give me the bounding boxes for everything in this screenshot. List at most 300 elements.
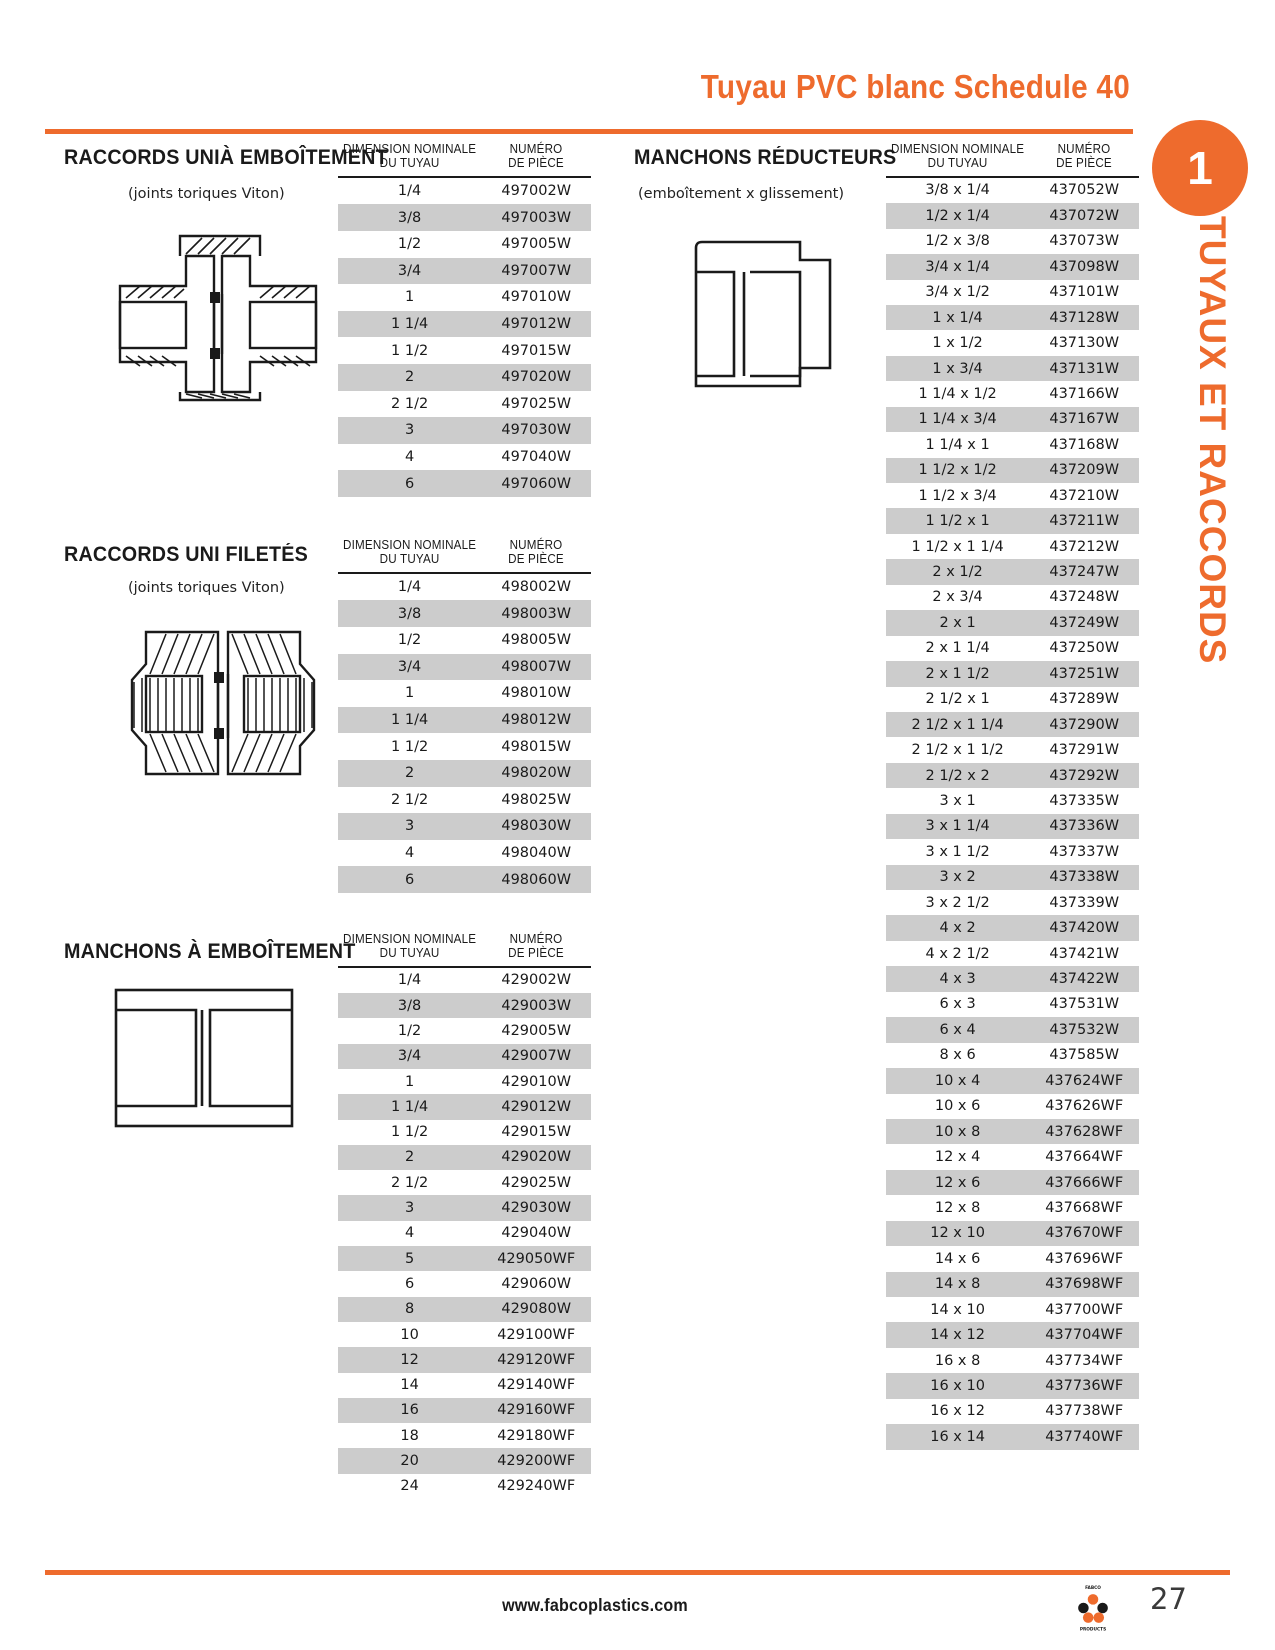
cell-nominal-size: 24 <box>400 1478 419 1495</box>
cell-nominal-size: 10 <box>400 1326 419 1343</box>
cell-nominal-size: 1/2 <box>397 1022 422 1039</box>
cell-part-number: 497003W <box>481 204 591 231</box>
table-row <box>338 1145 591 1170</box>
cell-nominal-size: 3/8 <box>338 600 481 627</box>
cell-part-number: 437740WF <box>1029 1424 1139 1449</box>
cell-nominal-size: 4 <box>404 844 415 861</box>
cell-nominal-size: 1/4 <box>397 579 422 596</box>
cell-part-number: 437168W <box>1049 436 1120 453</box>
cell-nominal-size: 6 x 3 <box>939 996 976 1013</box>
table-row <box>338 1221 591 1246</box>
table-row <box>886 1322 1139 1347</box>
cell-nominal-size: 3/4 x 1/2 <box>925 284 990 301</box>
cell-part-number: 429200WF <box>481 1448 591 1473</box>
cell-part-number: 429140WF <box>497 1377 576 1394</box>
cell-part-number: 437052W <box>1049 182 1120 199</box>
table-header-row <box>338 932 591 967</box>
header-part: NUMÉRO DE PIÈCE <box>508 538 565 567</box>
table-row <box>338 1018 591 1043</box>
table-row <box>886 636 1139 661</box>
table-row <box>886 788 1139 813</box>
table-row <box>338 258 591 285</box>
cell-nominal-size: 8 x 6 <box>939 1047 976 1064</box>
header-rule <box>45 129 1133 134</box>
section-title-raccords-uni-filetes: RACCORDS UNI FILETÉS <box>64 543 308 566</box>
section-subtitle-raccords-uni-a-emboitement: (joints toriques Viton) <box>128 186 285 202</box>
cell-nominal-size: 14 x 8 <box>886 1272 1029 1297</box>
cell-nominal-size: 3 x 1 1/4 <box>886 814 1029 839</box>
table-row <box>886 865 1139 890</box>
table-row <box>886 585 1139 610</box>
page-title: Tuyau PVC blanc Schedule 40 <box>700 68 1130 105</box>
table-row <box>886 1017 1139 1042</box>
table-row <box>886 839 1139 864</box>
cell-part-number: 498020W <box>481 760 591 787</box>
cell-part-number: 429060W <box>501 1275 572 1292</box>
table-row <box>886 305 1139 330</box>
drawing-reducer-bushing-outline <box>692 238 834 390</box>
table-manchons-reducteurs <box>886 142 1139 1450</box>
cell-nominal-size: 3 x 2 <box>886 865 1029 890</box>
cell-part-number: 437209W <box>1029 458 1139 483</box>
cell-nominal-size: 4 x 3 <box>886 966 1029 991</box>
cell-nominal-size: 1 x 3/4 <box>886 356 1029 381</box>
cell-part-number: 498005W <box>501 632 572 649</box>
table-row <box>338 177 591 205</box>
table-manchons-a-emboitement <box>338 932 591 1499</box>
table-row <box>338 1297 591 1322</box>
cell-part-number: 437624WF <box>1029 1068 1139 1093</box>
cell-nominal-size: 4 <box>404 448 415 465</box>
cell-nominal-size: 1 x 1/4 <box>886 305 1029 330</box>
cell-part-number: 498007W <box>481 654 591 681</box>
table-row <box>338 337 591 364</box>
cell-part-number: 497015W <box>501 342 572 359</box>
cell-part-number: 437073W <box>1049 233 1120 250</box>
cell-nominal-size: 8 <box>338 1297 481 1322</box>
table-row <box>338 680 591 707</box>
cell-nominal-size: 1 1/2 x 1/2 <box>886 458 1029 483</box>
table-row <box>886 280 1139 305</box>
cell-nominal-size: 1/2 x 3/8 <box>925 233 990 250</box>
cell-nominal-size: 3 x 1 1/2 <box>925 843 990 860</box>
cell-nominal-size: 3/4 <box>338 654 481 681</box>
cell-nominal-size: 3 x 2 1/2 <box>925 894 990 911</box>
cell-nominal-size: 3/4 <box>338 1044 481 1069</box>
drawing-union-socket-cross-section <box>118 232 318 404</box>
table-row <box>338 654 591 681</box>
cell-part-number: 429120WF <box>481 1347 591 1372</box>
section-title-raccords-uni-a-emboitement: RACCORDS UNIÀ EMBOÎTEMENT <box>64 146 388 169</box>
cell-part-number: 429005W <box>501 1022 572 1039</box>
cell-nominal-size: 1 1/2 x 3/4 <box>918 487 997 504</box>
table-row <box>338 1246 591 1271</box>
table-row <box>338 1347 591 1372</box>
cell-part-number: 498003W <box>481 600 591 627</box>
cell-nominal-size: 14 x 12 <box>886 1322 1029 1347</box>
fabco-logo-icon <box>1069 1584 1117 1632</box>
cell-part-number: 429010W <box>501 1073 572 1090</box>
table-row <box>886 610 1139 635</box>
cell-part-number: 498030W <box>481 813 591 840</box>
cell-nominal-size: 2 1/2 <box>391 1174 429 1191</box>
table-row <box>338 1195 591 1220</box>
table-row <box>338 1044 591 1069</box>
cell-nominal-size: 2 1/2 x 2 <box>886 763 1029 788</box>
cell-part-number: 437128W <box>1029 305 1139 330</box>
table-row <box>886 1119 1139 1144</box>
cell-part-number: 437250W <box>1049 640 1120 657</box>
table-row <box>886 1221 1139 1246</box>
cell-part-number: 437337W <box>1049 843 1120 860</box>
cell-part-number: 437670WF <box>1029 1221 1139 1246</box>
table-row <box>338 231 591 258</box>
table-row <box>886 356 1139 381</box>
cell-nominal-size: 6 <box>338 866 481 893</box>
table-row <box>886 407 1139 432</box>
table-row <box>886 1272 1139 1297</box>
table-row <box>886 177 1139 203</box>
table-row <box>338 600 591 627</box>
cell-part-number: 437290W <box>1029 712 1139 737</box>
cell-nominal-size: 16 x 8 <box>934 1352 981 1369</box>
header-size: DIMENSION NOMINALE DU TUYAU <box>343 538 477 567</box>
cell-nominal-size: 3/8 x 1/4 <box>925 182 990 199</box>
table-row <box>886 890 1139 915</box>
cell-part-number: 497005W <box>501 236 572 253</box>
cell-nominal-size: 12 x 8 <box>934 1199 981 1216</box>
drawing-union-threaded-cross-section <box>128 618 318 788</box>
cell-nominal-size: 14 x 6 <box>934 1250 981 1267</box>
cell-part-number: 437291W <box>1049 742 1120 759</box>
cell-part-number: 437072W <box>1029 203 1139 228</box>
cell-part-number: 437249W <box>1029 610 1139 635</box>
cell-nominal-size: 1/2 x 1/4 <box>886 203 1029 228</box>
cell-part-number: 429003W <box>481 993 591 1018</box>
header-size: DIMENSION NOMINALE DU TUYAU <box>891 142 1025 171</box>
cell-part-number: 437339W <box>1049 894 1120 911</box>
table-row <box>338 1398 591 1423</box>
table-row <box>886 1348 1139 1373</box>
table-row <box>338 967 591 993</box>
cell-part-number: 437251W <box>1029 661 1139 686</box>
cell-nominal-size: 1/2 <box>397 236 422 253</box>
cell-part-number: 437585W <box>1049 1047 1120 1064</box>
drawing-coupling-outline <box>114 988 294 1128</box>
cell-nominal-size: 1 <box>404 1073 415 1090</box>
cell-part-number: 497060W <box>481 470 591 497</box>
cell-nominal-size: 3 x 1 <box>939 792 976 809</box>
cell-nominal-size: 16 x 14 <box>886 1424 1029 1449</box>
cell-part-number: 437292W <box>1029 763 1139 788</box>
cell-nominal-size: 2 1/2 x 1 <box>925 691 990 708</box>
table-row <box>338 840 591 867</box>
cell-part-number: 437336W <box>1029 814 1139 839</box>
table-row <box>886 1195 1139 1220</box>
table-row <box>886 915 1139 940</box>
svg-text:FABCO: FABCO <box>1085 1585 1101 1591</box>
table-raccords-uni-filetes <box>338 538 591 893</box>
cell-part-number: 437698WF <box>1029 1272 1139 1297</box>
cell-nominal-size: 1 1/4 x 3/4 <box>886 407 1029 432</box>
cell-part-number: 429040W <box>501 1225 572 1242</box>
table-header-row <box>338 538 591 573</box>
cell-part-number: 437335W <box>1049 792 1120 809</box>
table-row <box>338 573 591 601</box>
table-row <box>338 1120 591 1145</box>
table-row <box>886 330 1139 355</box>
table-raccords-uni-a-emboitement <box>338 142 591 497</box>
cell-part-number: 437210W <box>1049 487 1120 504</box>
table-row <box>338 813 591 840</box>
table-row <box>338 1474 591 1499</box>
cell-nominal-size: 1 1/4 x 1 <box>925 436 990 453</box>
cell-nominal-size: 2 1/2 <box>391 395 429 412</box>
table-row <box>338 1094 591 1119</box>
cell-part-number: 437532W <box>1029 1017 1139 1042</box>
table-row <box>338 284 591 311</box>
table-row <box>338 787 591 814</box>
cell-part-number: 498040W <box>501 844 572 861</box>
cell-part-number: 437421W <box>1049 945 1120 962</box>
cell-part-number: 429025W <box>501 1174 572 1191</box>
cell-part-number: 497007W <box>481 258 591 285</box>
table-row <box>886 712 1139 737</box>
cell-part-number: 437668WF <box>1045 1199 1124 1216</box>
cell-part-number: 437289W <box>1049 691 1120 708</box>
section-subtitle-raccords-uni-filetes: (joints toriques Viton) <box>128 580 285 596</box>
cell-nominal-size: 2 <box>338 1145 481 1170</box>
cell-part-number: 429020W <box>481 1145 591 1170</box>
footer-url[interactable]: www.fabcoplastics.com <box>502 1595 688 1615</box>
cell-nominal-size: 1 1/4 <box>338 1094 481 1119</box>
header-part: NUMÉRO DE PIÈCE <box>508 932 565 961</box>
table-row <box>886 534 1139 559</box>
cell-part-number: 437212W <box>1049 538 1120 555</box>
table-row <box>886 1424 1139 1449</box>
section-title-manchons-a-emboitement: MANCHONS À EMBOÎTEMENT <box>64 940 356 963</box>
cell-nominal-size: 1 1/4 <box>338 311 481 338</box>
table-row <box>886 559 1139 584</box>
cell-part-number: 437700WF <box>1045 1301 1124 1318</box>
cell-nominal-size: 16 x 12 <box>930 1403 985 1420</box>
cell-nominal-size: 3 <box>338 1195 481 1220</box>
footer-rule <box>45 1570 1230 1575</box>
page-number: 27 <box>1150 1582 1187 1616</box>
cell-part-number: 437211W <box>1029 508 1139 533</box>
table-row <box>886 229 1139 254</box>
cell-nominal-size: 12 x 10 <box>886 1221 1029 1246</box>
cell-nominal-size: 1 <box>404 685 415 702</box>
table-row <box>338 364 591 391</box>
tab-number: 1 <box>1187 142 1213 194</box>
cell-part-number: 429007W <box>481 1044 591 1069</box>
table-row <box>886 508 1139 533</box>
table-row <box>338 417 591 444</box>
cell-nominal-size: 2 <box>338 760 481 787</box>
table-row <box>886 737 1139 762</box>
cell-nominal-size: 10 x 6 <box>934 1098 981 1115</box>
table-row <box>338 733 591 760</box>
cell-part-number: 437666WF <box>1029 1170 1139 1195</box>
table-row <box>886 254 1139 279</box>
cell-part-number: 429240WF <box>497 1478 576 1495</box>
table-row <box>886 1246 1139 1271</box>
cell-part-number: 437738WF <box>1045 1403 1124 1420</box>
table-row <box>886 1144 1139 1169</box>
table-row <box>886 381 1139 406</box>
cell-nominal-size: 3 <box>338 417 481 444</box>
cell-part-number: 437131W <box>1029 356 1139 381</box>
cell-part-number: 497002W <box>501 183 572 200</box>
table-row <box>886 1297 1139 1322</box>
cell-part-number: 498002W <box>501 579 572 596</box>
cell-nominal-size: 4 x 2 1/2 <box>925 945 990 962</box>
table-row <box>338 1322 591 1347</box>
table-row <box>886 763 1139 788</box>
cell-nominal-size: 16 x 10 <box>886 1373 1029 1398</box>
header-part: NUMÉRO DE PIÈCE <box>1056 142 1113 171</box>
table-row <box>886 458 1139 483</box>
cell-nominal-size: 2 x 1 <box>886 610 1029 635</box>
table-row <box>338 1170 591 1195</box>
cell-nominal-size: 3 <box>338 813 481 840</box>
table-row <box>886 814 1139 839</box>
cell-nominal-size: 6 <box>404 1275 415 1292</box>
table-row <box>338 391 591 418</box>
cell-part-number: 497030W <box>481 417 591 444</box>
cell-part-number: 429050WF <box>481 1246 591 1271</box>
cell-part-number: 497020W <box>481 364 591 391</box>
cell-nominal-size: 2 1/2 x 1 1/2 <box>911 742 1004 759</box>
section-title-manchons-reducteurs: MANCHONS RÉDUCTEURS <box>634 146 897 169</box>
cell-part-number: 498025W <box>501 791 572 808</box>
cell-part-number: 437338W <box>1029 865 1139 890</box>
cell-nominal-size: 3/8 <box>338 204 481 231</box>
header-part: NUMÉRO DE PIÈCE <box>508 142 565 171</box>
cell-nominal-size: 1 <box>404 289 415 306</box>
cell-nominal-size: 3/4 x 1/4 <box>886 254 1029 279</box>
cell-nominal-size: 2 x 1 1/4 <box>925 640 990 657</box>
cell-nominal-size: 10 x 4 <box>886 1068 1029 1093</box>
table-row <box>338 627 591 654</box>
table-row <box>338 1373 591 1398</box>
cell-part-number: 437704WF <box>1029 1322 1139 1347</box>
cell-part-number: 497012W <box>481 311 591 338</box>
cell-nominal-size: 3/4 <box>338 258 481 285</box>
cell-part-number: 429180WF <box>497 1427 576 1444</box>
table-row <box>338 993 591 1018</box>
cell-nominal-size: 20 <box>338 1448 481 1473</box>
table-row <box>338 707 591 734</box>
table-row <box>338 204 591 231</box>
cell-nominal-size: 10 x 8 <box>886 1119 1029 1144</box>
cell-nominal-size: 4 x 2 <box>886 915 1029 940</box>
cell-part-number: 429002W <box>501 972 572 989</box>
table-row <box>338 311 591 338</box>
cell-part-number: 429030W <box>481 1195 591 1220</box>
cell-part-number: 498060W <box>481 866 591 893</box>
section-tab <box>1152 120 1275 665</box>
table-header-row <box>338 142 591 177</box>
cell-part-number: 429012W <box>481 1094 591 1119</box>
cell-nominal-size: 1 1/2 <box>391 738 429 755</box>
table-row <box>886 432 1139 457</box>
cell-nominal-size: 4 <box>404 1225 415 1242</box>
cell-part-number: 497040W <box>501 448 572 465</box>
cell-part-number: 437248W <box>1049 589 1120 606</box>
cell-part-number: 497025W <box>501 395 572 412</box>
table-row <box>886 203 1139 228</box>
table-row <box>886 1170 1139 1195</box>
cell-part-number: 429015W <box>501 1124 572 1141</box>
header-size: DIMENSION NOMINALE DU TUYAU <box>343 142 477 171</box>
table-row <box>886 483 1139 508</box>
table-row <box>338 444 591 471</box>
cell-part-number: 437736WF <box>1029 1373 1139 1398</box>
table-row <box>338 1271 591 1296</box>
cell-part-number: 437628WF <box>1029 1119 1139 1144</box>
cell-part-number: 498015W <box>501 738 572 755</box>
cell-nominal-size: 12 x 6 <box>886 1170 1029 1195</box>
cell-part-number: 437696WF <box>1045 1250 1124 1267</box>
table-row <box>886 992 1139 1017</box>
cell-part-number: 497010W <box>501 289 572 306</box>
cell-part-number: 498010W <box>501 685 572 702</box>
cell-nominal-size: 1 1/2 x 1 1/4 <box>911 538 1004 555</box>
cell-nominal-size: 2 x 3/4 <box>932 589 983 606</box>
cell-nominal-size: 6 <box>338 470 481 497</box>
cell-part-number: 437626WF <box>1045 1098 1124 1115</box>
cell-part-number: 429080W <box>481 1297 591 1322</box>
cell-part-number: 437247W <box>1029 559 1139 584</box>
cell-nominal-size: 12 x 4 <box>934 1149 981 1166</box>
cell-part-number: 437101W <box>1049 284 1120 301</box>
cell-nominal-size: 1 1/2 <box>391 342 429 359</box>
cell-nominal-size: 2 <box>338 364 481 391</box>
cell-nominal-size: 1 1/2 <box>391 1124 429 1141</box>
cell-nominal-size: 2 1/2 x 1 1/4 <box>886 712 1029 737</box>
cell-nominal-size: 16 <box>338 1398 481 1423</box>
table-row <box>338 1069 591 1094</box>
cell-nominal-size: 18 <box>400 1427 419 1444</box>
table-header-row <box>886 142 1139 177</box>
cell-part-number: 437166W <box>1049 385 1120 402</box>
cell-part-number: 437098W <box>1029 254 1139 279</box>
cell-nominal-size: 12 <box>338 1347 481 1372</box>
cell-nominal-size: 14 x 10 <box>930 1301 985 1318</box>
table-row <box>338 1423 591 1448</box>
cell-nominal-size: 3/8 <box>338 993 481 1018</box>
cell-nominal-size: 6 x 4 <box>886 1017 1029 1042</box>
cell-nominal-size: 2 x 1 1/2 <box>886 661 1029 686</box>
table-row <box>338 470 591 497</box>
cell-nominal-size: 1 1/4 x 1/2 <box>918 385 997 402</box>
cell-part-number: 429100WF <box>497 1326 576 1343</box>
cell-part-number: 498012W <box>481 707 591 734</box>
cell-nominal-size: 14 <box>400 1377 419 1394</box>
table-row <box>886 941 1139 966</box>
table-row <box>338 760 591 787</box>
table-row <box>338 1448 591 1473</box>
section-subtitle-manchons-reducteurs: (emboîtement x glissement) <box>638 186 845 202</box>
cell-part-number: 437422W <box>1029 966 1139 991</box>
cell-nominal-size: 1/4 <box>397 183 422 200</box>
cell-part-number: 437531W <box>1049 996 1120 1013</box>
cell-nominal-size: 1/2 <box>397 632 422 649</box>
svg-text:PRODUCTS: PRODUCTS <box>1079 1627 1107 1632</box>
table-row <box>886 687 1139 712</box>
